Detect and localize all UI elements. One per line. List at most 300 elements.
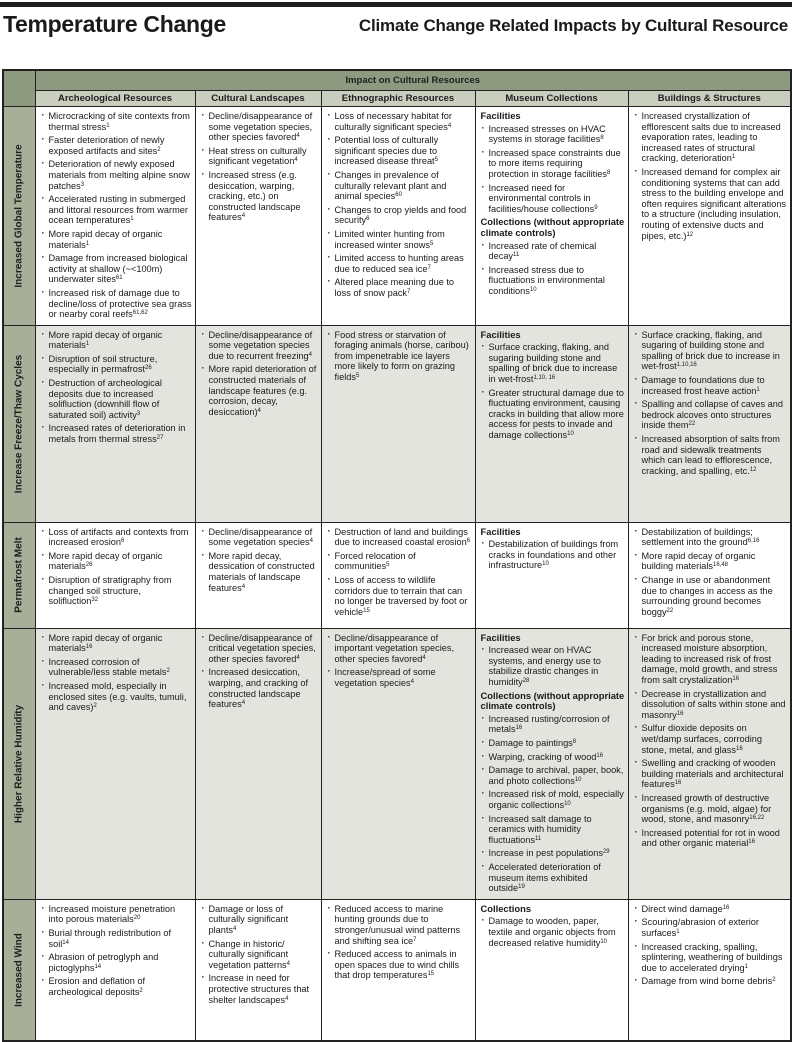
citation-ref: 4 [308,351,312,358]
impact-text: Increased mold, especially in enclosed sites (e.g. vaults, tumuli, and caves) [48,681,187,713]
impact-text: More rapid decay of organic building materials [641,550,756,572]
citation-ref: 6 [121,538,125,545]
citation-ref: 4 [294,157,298,164]
table-cell [628,899,791,1041]
citation-ref: 15 [427,971,435,978]
list-item [481,738,625,749]
impact-text: Limited winter hunting from increased winter snows [334,228,445,250]
table-cell [321,522,475,628]
table-row [3,899,791,1041]
impact-text: Loss of artifacts and contexts from increased erosion [48,526,189,548]
list-item [327,527,472,548]
list-item [327,904,472,946]
impact-list [634,111,788,241]
cell-subheading: Collections (without appropriate climate controls) [480,216,625,238]
list-item [41,928,192,949]
list-item [41,976,192,997]
citation-ref: 9 [594,204,598,211]
impact-text: Damage from increased biological activity at shallow (~<100m) underwater sites [48,253,188,285]
list-item [634,167,788,241]
table-row [3,107,791,326]
impact-text: Damage from wind borne debris [641,976,773,987]
citation-ref: 1 [85,240,90,247]
citation-ref: 16 [676,710,684,717]
list-item [481,265,625,297]
impact-list [634,633,788,849]
impact-list [481,124,625,215]
list-item [634,689,788,721]
list-item [41,657,192,678]
impact-list [41,111,192,320]
impact-text: Increased need for environmental controls in facilities/house collections [488,182,595,214]
citation-ref: 4 [296,654,300,661]
page-subtitle: Climate Change Related Impacts by Cultural Resource [358,16,788,35]
impact-text: Surface cracking, flaking, and sugaring of building stone and spalling of brick due to increase in wet-frost [641,329,780,372]
citation-ref: 16,22 [749,815,765,822]
citation-ref: 19 [518,884,525,891]
impact-list [201,111,318,223]
impact-text: Damage to archival, paper, book, and photo collections [488,765,624,786]
impact-text: For brick and porous stone, increased moisture absorption, leading to increased risk of frost damage, mold growth, and stress from salt crystalization [641,632,778,686]
list-item [41,135,192,156]
table-row [3,325,791,522]
citation-ref: 11 [513,252,520,259]
impact-text: More rapid deterioration of constructed materials of landscape features (e.g. corrosion, decay, desiccation) [208,364,317,417]
citation-ref: 15 [363,607,370,614]
impact-text: Changes in prevalence of culturally relevant plant and animal species [334,169,447,202]
list-item [41,229,192,250]
cell-subheading: Facilities [480,110,521,121]
list-item [201,667,318,709]
impact-text: Damage or loss of culturally significant plants [208,903,289,935]
citation-ref: 16 [674,780,682,787]
impact-text: More rapid decay, dessication of constructed materials of landscape features [208,550,315,593]
citation-ref: 60 [395,192,402,199]
citation-ref: 8 [600,135,604,142]
table-cell [321,628,475,899]
list-item [481,124,625,145]
impact-text: Decline/disappearance of some vegetation species due to recurrent freezing [208,329,313,361]
table-row [3,628,791,899]
citation-ref: 4 [241,583,246,590]
group-header: Impact on Cultural Resources [35,70,791,91]
impact-text: Increased rates of deterioration in metals from thermal stress [48,423,186,445]
list-item [481,752,625,763]
row-label-cell [3,899,35,1041]
list-item [201,330,318,362]
list-item [201,527,318,548]
list-item [201,146,318,167]
citation-ref: 10 [574,776,582,783]
table-cell [321,899,475,1041]
citation-ref: 10 [567,431,574,438]
impact-text: Increase in need for protective structures that shelter landscapes [208,973,310,1005]
list-item [481,814,625,846]
impact-text: Increased stress (e.g. desiccation, warping, cracking, etc.) on constructed landscape features [208,169,301,223]
impact-text: Microcracking of site contexts from thermal stress [48,111,190,132]
impact-text: Burial through redistribution of soil [48,927,172,949]
citation-ref: 16 [722,904,730,911]
impact-text: Spalling and collapse of caves and bedrock alcoves onto structures inside them [641,399,783,431]
table-cell [35,899,195,1041]
list-item [41,633,192,654]
column-header-museum-collections: Museum Collections [475,91,628,107]
impact-list [41,527,192,607]
citation-ref: 16,48 [713,562,729,569]
impact-text: Heat stress on culturally significant vegetation [208,145,307,167]
impact-text: Loss of access to wildlife corridors due to terrain that can no longer be traversed by foot or vehicle [334,575,468,617]
impact-text: Decrease in crystallization and dissolution of salts within stone and masonry [641,688,786,720]
impact-list [41,904,192,998]
impact-text: Loss of necessary habitat for culturally significant species [334,111,452,132]
impact-list [481,645,625,687]
citation-ref: 27 [156,435,164,442]
impact-text: Increased stresses on HVAC systems in storage facilities [488,123,606,145]
impact-text: Abrasion of petroglyph and pictoglyphs [48,952,159,973]
citation-ref: 5 [355,373,360,380]
impact-text: Deterioration of newly exposed materials from melting alpine snow patches [48,159,190,191]
list-item [201,939,318,971]
list-item [201,170,318,223]
list-item [481,148,625,180]
row-label: Higher Relative Humidity [13,704,25,823]
list-item [327,633,472,665]
citation-ref: 1 [85,341,90,348]
table-cell [475,628,628,899]
table-cell [195,522,321,628]
corner-cell [3,70,35,107]
table-cell [475,325,628,522]
cell-subheading: Collections [480,902,532,914]
citation-ref: 1,10,16 [676,362,697,369]
citation-ref: 1 [744,963,749,970]
citation-ref: 20 [133,915,141,922]
cell-subheading: Facilities [480,631,521,643]
list-item [634,976,788,987]
list-item [481,789,625,810]
impact-text: Increase/spread of some vegetation species [334,667,436,689]
impact-list [327,527,472,618]
citation-ref: 16 [596,752,604,759]
citation-ref: 3 [136,410,141,417]
list-item [634,723,788,755]
citation-ref: 4 [257,407,261,414]
citation-ref: 2 [93,703,97,710]
cell-subheading: Facilities [480,525,521,537]
impacts-table [2,69,792,1042]
page-title: Temperature Change [3,11,226,37]
citation-ref: 6 [366,216,370,223]
citation-ref: 14 [94,963,102,970]
list-item [41,952,192,973]
citation-ref: 16 [85,644,93,651]
impact-text: Greater structural damage due to fluctuating environment, causing cracks in building that allow more access for pests to invade and damage collections [488,387,624,441]
list-item [41,551,192,572]
cell-subheading: Facilities [480,328,521,340]
impact-text: Damage to wooden, paper, textile and organic objects from decreased relative humidity [488,916,616,948]
column-header-buildings-structures: Buildings & Structures [628,91,791,107]
table-cell [475,899,628,1041]
list-item [634,828,788,849]
impact-text: Increased risk of damage due to decline/loss of protective sea grass or nearby coral reefs [48,287,192,320]
citation-ref: 6,16 [747,538,760,545]
citation-ref: 16 [732,676,740,683]
impact-text: Decline/disappearance of critical vegetation species, other species favored [208,632,316,664]
citation-ref: 6 [466,538,471,545]
impact-text: More rapid decay of organic materials [48,632,163,654]
table-cell [321,325,475,522]
list-item [41,904,192,925]
citation-ref: 5 [434,157,438,164]
impact-text: Potential loss of culturally significant species due to increased disease threat [334,135,439,167]
impact-text: Changes to crop yields and food security [334,204,467,226]
list-item [41,575,192,607]
impact-text: Disruption of soil structure, especially in permafrost [48,353,158,375]
list-item [327,111,472,132]
citation-ref: 16 [515,725,523,732]
impact-text: Increased moisture penetration into porous materials [48,903,176,925]
impact-text: Reduced access to marine hunting grounds due to stronger/unusual wind patterns and shifting sea ice [334,903,461,946]
impact-text: Decline/disappearance of some vegetation species, other species favored [208,111,313,143]
citation-ref: 7 [407,288,411,295]
list-item [634,111,788,164]
table-cell [195,628,321,899]
citation-ref: 16 [748,839,755,846]
list-item [41,378,192,420]
list-item [481,714,625,735]
citation-ref: 4 [410,679,414,686]
impact-text: Sulfur dioxide deposits on wet/damp surfaces, corroding stone, metal, and glass [641,723,763,755]
impact-text: Increase in pest populations [488,848,603,859]
impact-list [327,111,472,299]
table-cell [35,107,195,326]
citation-ref: 29 [602,849,610,856]
impact-text: Limited access to hunting areas due to reduced sea ice [334,253,464,274]
list-item [327,253,472,274]
citation-ref: 2 [772,977,776,984]
impact-text: Increased potential for rot in wood and other organic material [641,827,780,849]
list-item [327,330,472,383]
impact-text: Altered place meaning due to loss of snow pack [334,277,455,298]
table-cell [475,522,628,628]
list-item [327,135,472,167]
table-body [3,107,791,1042]
list-item [41,354,192,375]
list-item [481,388,625,441]
impact-list [481,539,625,571]
list-item [634,793,788,825]
citation-ref: 14 [62,939,69,946]
citation-ref: 7 [427,264,431,271]
citation-ref: 16 [735,745,743,752]
citation-ref: 1,10, 16 [533,375,556,382]
citation-ref: 32 [91,597,99,604]
list-item [201,973,318,1005]
impact-list [41,633,192,713]
citation-ref: 4 [447,122,452,129]
impact-text: Increased salt damage to ceramics with humidity fluctuations [488,813,592,845]
list-item [41,159,192,191]
impact-text: More rapid decay of organic materials [48,228,163,250]
list-item [201,904,318,936]
citation-ref: 2 [166,668,170,675]
impact-text: Forced relocation of communities [334,550,416,572]
list-item [327,667,472,688]
impact-list [634,330,788,477]
table-cell [195,899,321,1041]
table-cell [35,628,195,899]
impact-text: Increased growth of destructive organisms (e.g. mold, algae) for wood, stone, and masonry [641,793,772,825]
row-label: Increase Freeze/Thaw Cycles [13,354,25,493]
impact-list [327,904,472,981]
list-item [41,194,192,226]
list-item [41,527,192,548]
citation-ref: 1 [731,154,736,161]
column-header-row [3,91,791,107]
impact-text: Damage to foundations due to increased frost heave action [641,375,765,396]
list-item [481,645,625,687]
list-item [327,277,472,298]
impact-text: Surface cracking, flaking, and sugaring building stone and spalling of brick due to increase in wet-frost [488,342,618,385]
citation-ref: 11 [534,835,542,842]
citation-ref: 10 [564,801,571,807]
list-item [201,364,318,417]
table-cell [321,107,475,326]
list-item [634,633,788,686]
impact-text: Increased absorption of salts from road and sidewalk treatments which can lead to efflorescence, cracking, and spalling, etc. [641,434,780,476]
list-item [481,183,625,215]
impact-list [201,527,318,594]
citation-ref: 4 [241,700,246,707]
impact-text: Increased crystallization of efflorescent salts due to increased evaporation rates, leading to increased rates of structural cracking, deterioration [641,111,781,164]
citation-ref: 10 [529,286,537,293]
impact-text: Increased demand for complex air conditioning systems that can add stress to the building envelope and often requires significant alterations to a structure (including insulation, routing of extensive ducts and pipes, etc.) [641,166,787,241]
table-cell [35,325,195,522]
table-cell [628,522,791,628]
list-item [481,342,625,384]
citation-ref: 26 [85,562,93,569]
list-item [41,111,192,132]
row-label-cell [3,628,35,899]
list-item [327,229,472,250]
citation-ref: 10 [542,561,549,568]
impact-list [41,330,192,445]
impact-text: Decline/disappearance of important vegetation species, other species favored [334,632,455,664]
impact-text: Destruction of land and buildings due to increased coastal erosion [334,526,468,548]
impact-text: Disruption of stratigraphy from changed soil structure, solifluction [48,575,172,607]
impact-text: Increased stress due to fluctuations in environmental conditions [488,264,605,296]
list-item [634,904,788,915]
citation-ref: 22 [688,421,696,428]
citation-ref: 4 [286,960,290,967]
table-cell [628,628,791,899]
impact-text: Increased cracking, spalling, splintering, weathering of buildings due to accelerated drying [641,941,783,973]
impact-text: Faster deterioration of newly exposed artifacts and sites [48,135,165,156]
list-item [41,423,192,444]
citation-ref: 4 [285,995,289,1002]
citation-ref: 4 [309,538,313,545]
list-item [634,330,788,372]
citation-ref: 8 [572,739,577,746]
list-item [634,575,788,617]
impact-text: Increased rate of chemical decay [488,240,597,262]
impact-text: Decline/disappearance of some vegetation species [208,526,313,548]
citation-ref: 12 [749,466,757,473]
impact-text: Erosion and deflation of archeological deposits [48,976,146,997]
list-item [481,916,625,948]
citation-ref: 61,62 [132,310,148,317]
citation-ref: 28 [522,678,530,685]
list-item [634,758,788,790]
list-item [41,253,192,285]
impact-list [481,714,625,894]
table-cell [195,107,321,326]
row-label-cell [3,325,35,522]
impact-text: Increased space constraints due to more items requiring protection in storage facilities [488,147,621,179]
impact-list [327,633,472,689]
impact-text: Reduced access to animals in open spaces due to wind chills that drop temperatures [334,949,460,981]
citation-ref: 1 [756,386,760,393]
citation-ref: 7 [413,936,417,943]
citation-ref: 8 [606,169,611,176]
list-item [634,434,788,476]
table-cell [195,325,321,522]
impact-list [201,904,318,1005]
impact-text: Increased rusting/corrosion of metals [488,713,610,735]
list-item [634,942,788,974]
impact-text: Damage to paintings [488,738,573,749]
citation-ref: 2 [157,146,161,153]
impact-list [201,330,318,418]
list-item [481,765,625,786]
list-item [41,330,192,351]
impact-list [481,342,625,440]
list-item [327,949,472,981]
citation-ref: 4 [296,133,300,140]
impact-list [481,241,625,297]
citation-ref: 61 [115,275,123,282]
list-item [481,848,625,859]
list-item [41,681,192,713]
citation-ref: 22 [666,607,674,614]
list-item [201,111,318,143]
column-header-archeological-resources: Archeological Resources [35,91,195,107]
citation-ref: 4 [241,213,246,220]
impact-text: Destabilization of buildings from cracks in foundations and other infrastructure [488,539,619,571]
list-item [201,551,318,593]
citation-ref: 2 [139,987,143,994]
row-label-cell [3,522,35,628]
citation-ref: 1 [130,216,134,223]
impact-list [481,916,625,948]
impact-text: Destruction of archeological deposits due to increased solifluction (downhill flow of saturated soil) activity [48,378,162,420]
list-item [634,399,788,431]
citation-ref: 4 [422,654,426,661]
impact-text: Direct wind damage [641,903,723,914]
table-cell [35,522,195,628]
list-item [327,575,472,617]
row-label: Permafrost Melt [13,537,25,613]
list-item [327,551,472,572]
column-header-cultural-landscapes: Cultural Landscapes [195,91,321,107]
impact-text: Change in historic/ culturally significant vegetation patterns [208,938,289,970]
list-item [41,288,192,320]
list-item [481,862,625,894]
list-item [634,375,788,396]
list-item [634,917,788,938]
impact-text: Increased desiccation, warping, and cracking of constructed landscape features [208,667,309,710]
list-item [327,205,472,226]
